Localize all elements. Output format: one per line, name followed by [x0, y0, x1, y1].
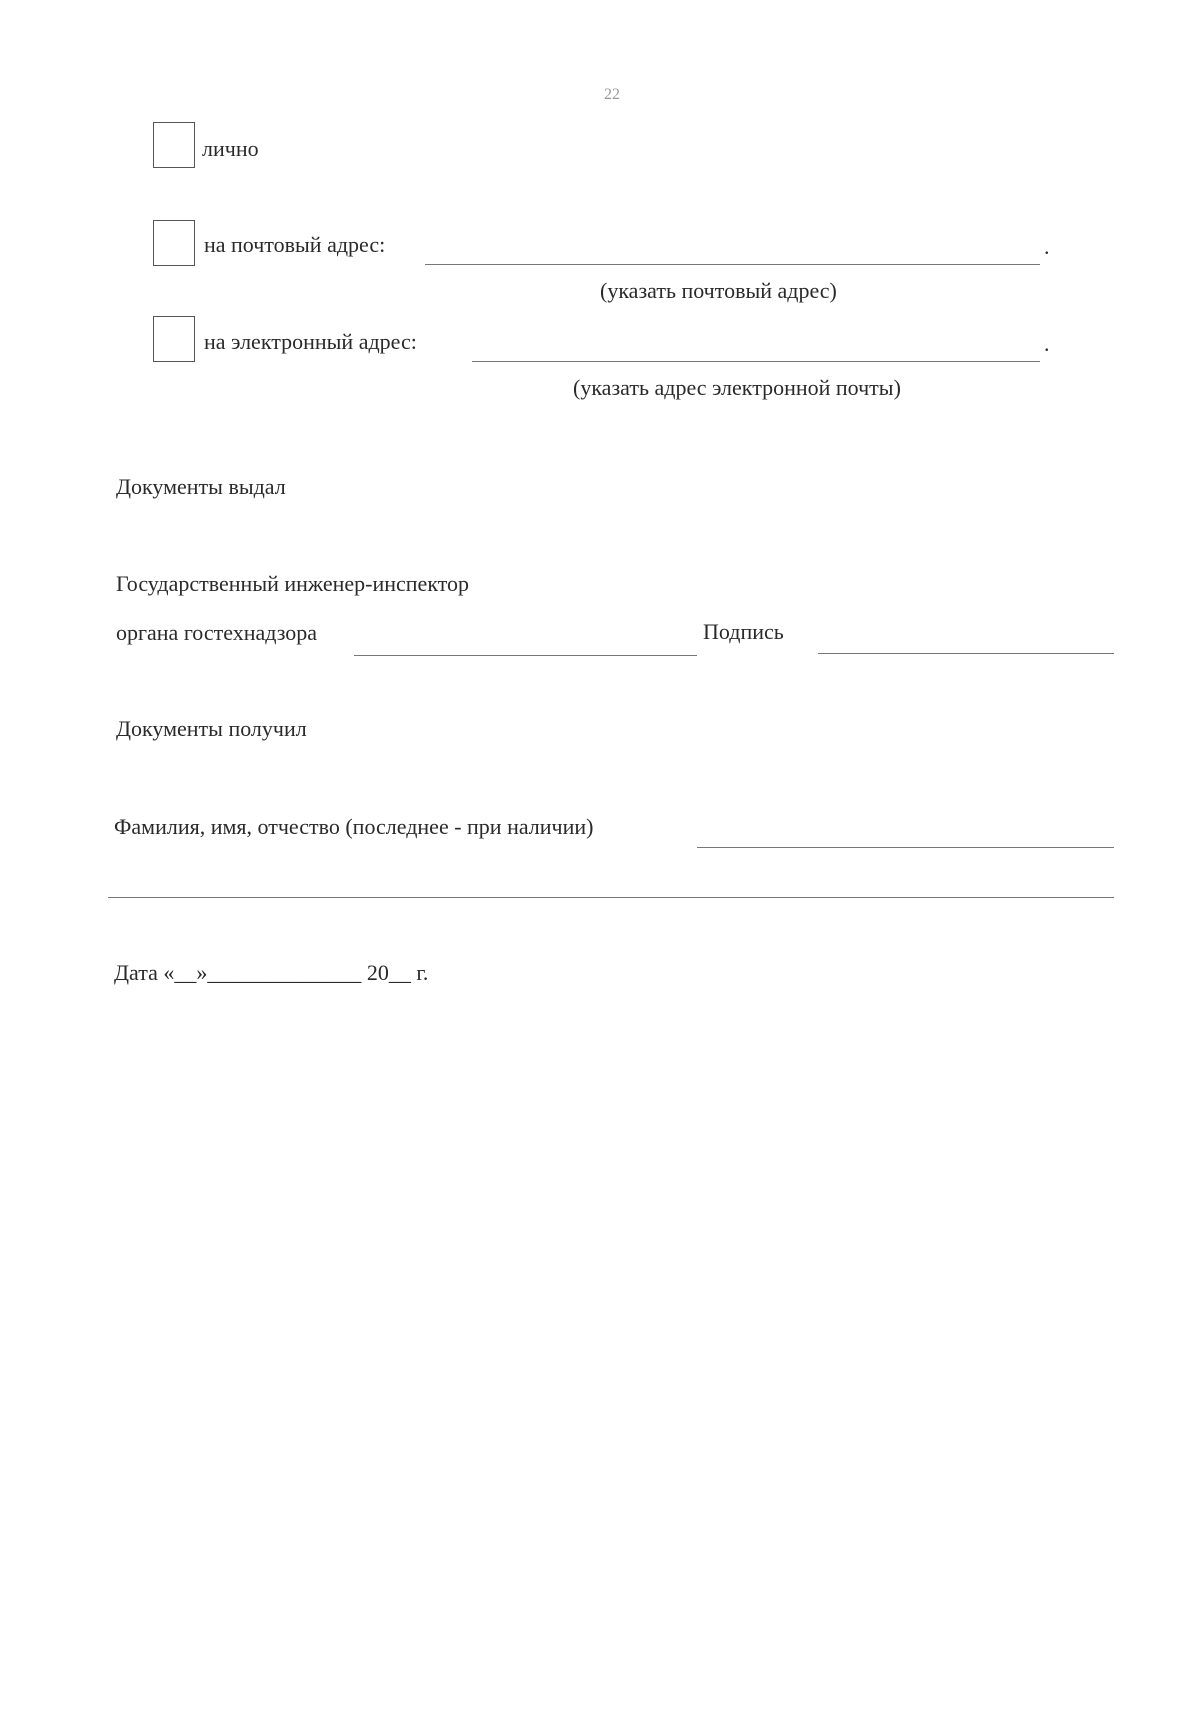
email-address-field[interactable]	[472, 361, 1040, 362]
checkbox-personal[interactable]	[153, 122, 195, 168]
postal-hint: (указать почтовый адрес)	[600, 278, 837, 303]
email-hint: (указать адрес электронной почты)	[573, 375, 901, 400]
email-period: .	[1044, 331, 1050, 356]
postal-address-field[interactable]	[425, 264, 1040, 265]
option-postal-label: на почтовый адрес:	[204, 232, 386, 257]
page-number: 22	[604, 86, 620, 103]
option-personal-label: лично	[202, 136, 259, 161]
option-email-label: на электронный адрес:	[204, 329, 417, 354]
date-line: Дата «__»______________ 20__ г.	[114, 960, 429, 985]
inspector-title-line2: органа гостехнадзора	[116, 620, 318, 645]
checkbox-email[interactable]	[153, 316, 195, 362]
postal-period: .	[1044, 234, 1050, 259]
checkbox-postal[interactable]	[153, 220, 195, 266]
inspector-name-field[interactable]	[354, 655, 697, 656]
fio-label: Фамилия, имя, отчество (последнее - при наличии)	[114, 814, 594, 839]
inspector-title-line1: Государственный инженер-инспектор	[116, 571, 470, 596]
signature-label: Подпись	[703, 619, 784, 644]
fio-field-continued[interactable]	[108, 897, 1114, 898]
signature-field[interactable]	[818, 653, 1114, 654]
received-heading: Документы получил	[116, 716, 307, 741]
issued-heading: Документы выдал	[116, 474, 286, 499]
fio-field[interactable]	[697, 847, 1114, 848]
